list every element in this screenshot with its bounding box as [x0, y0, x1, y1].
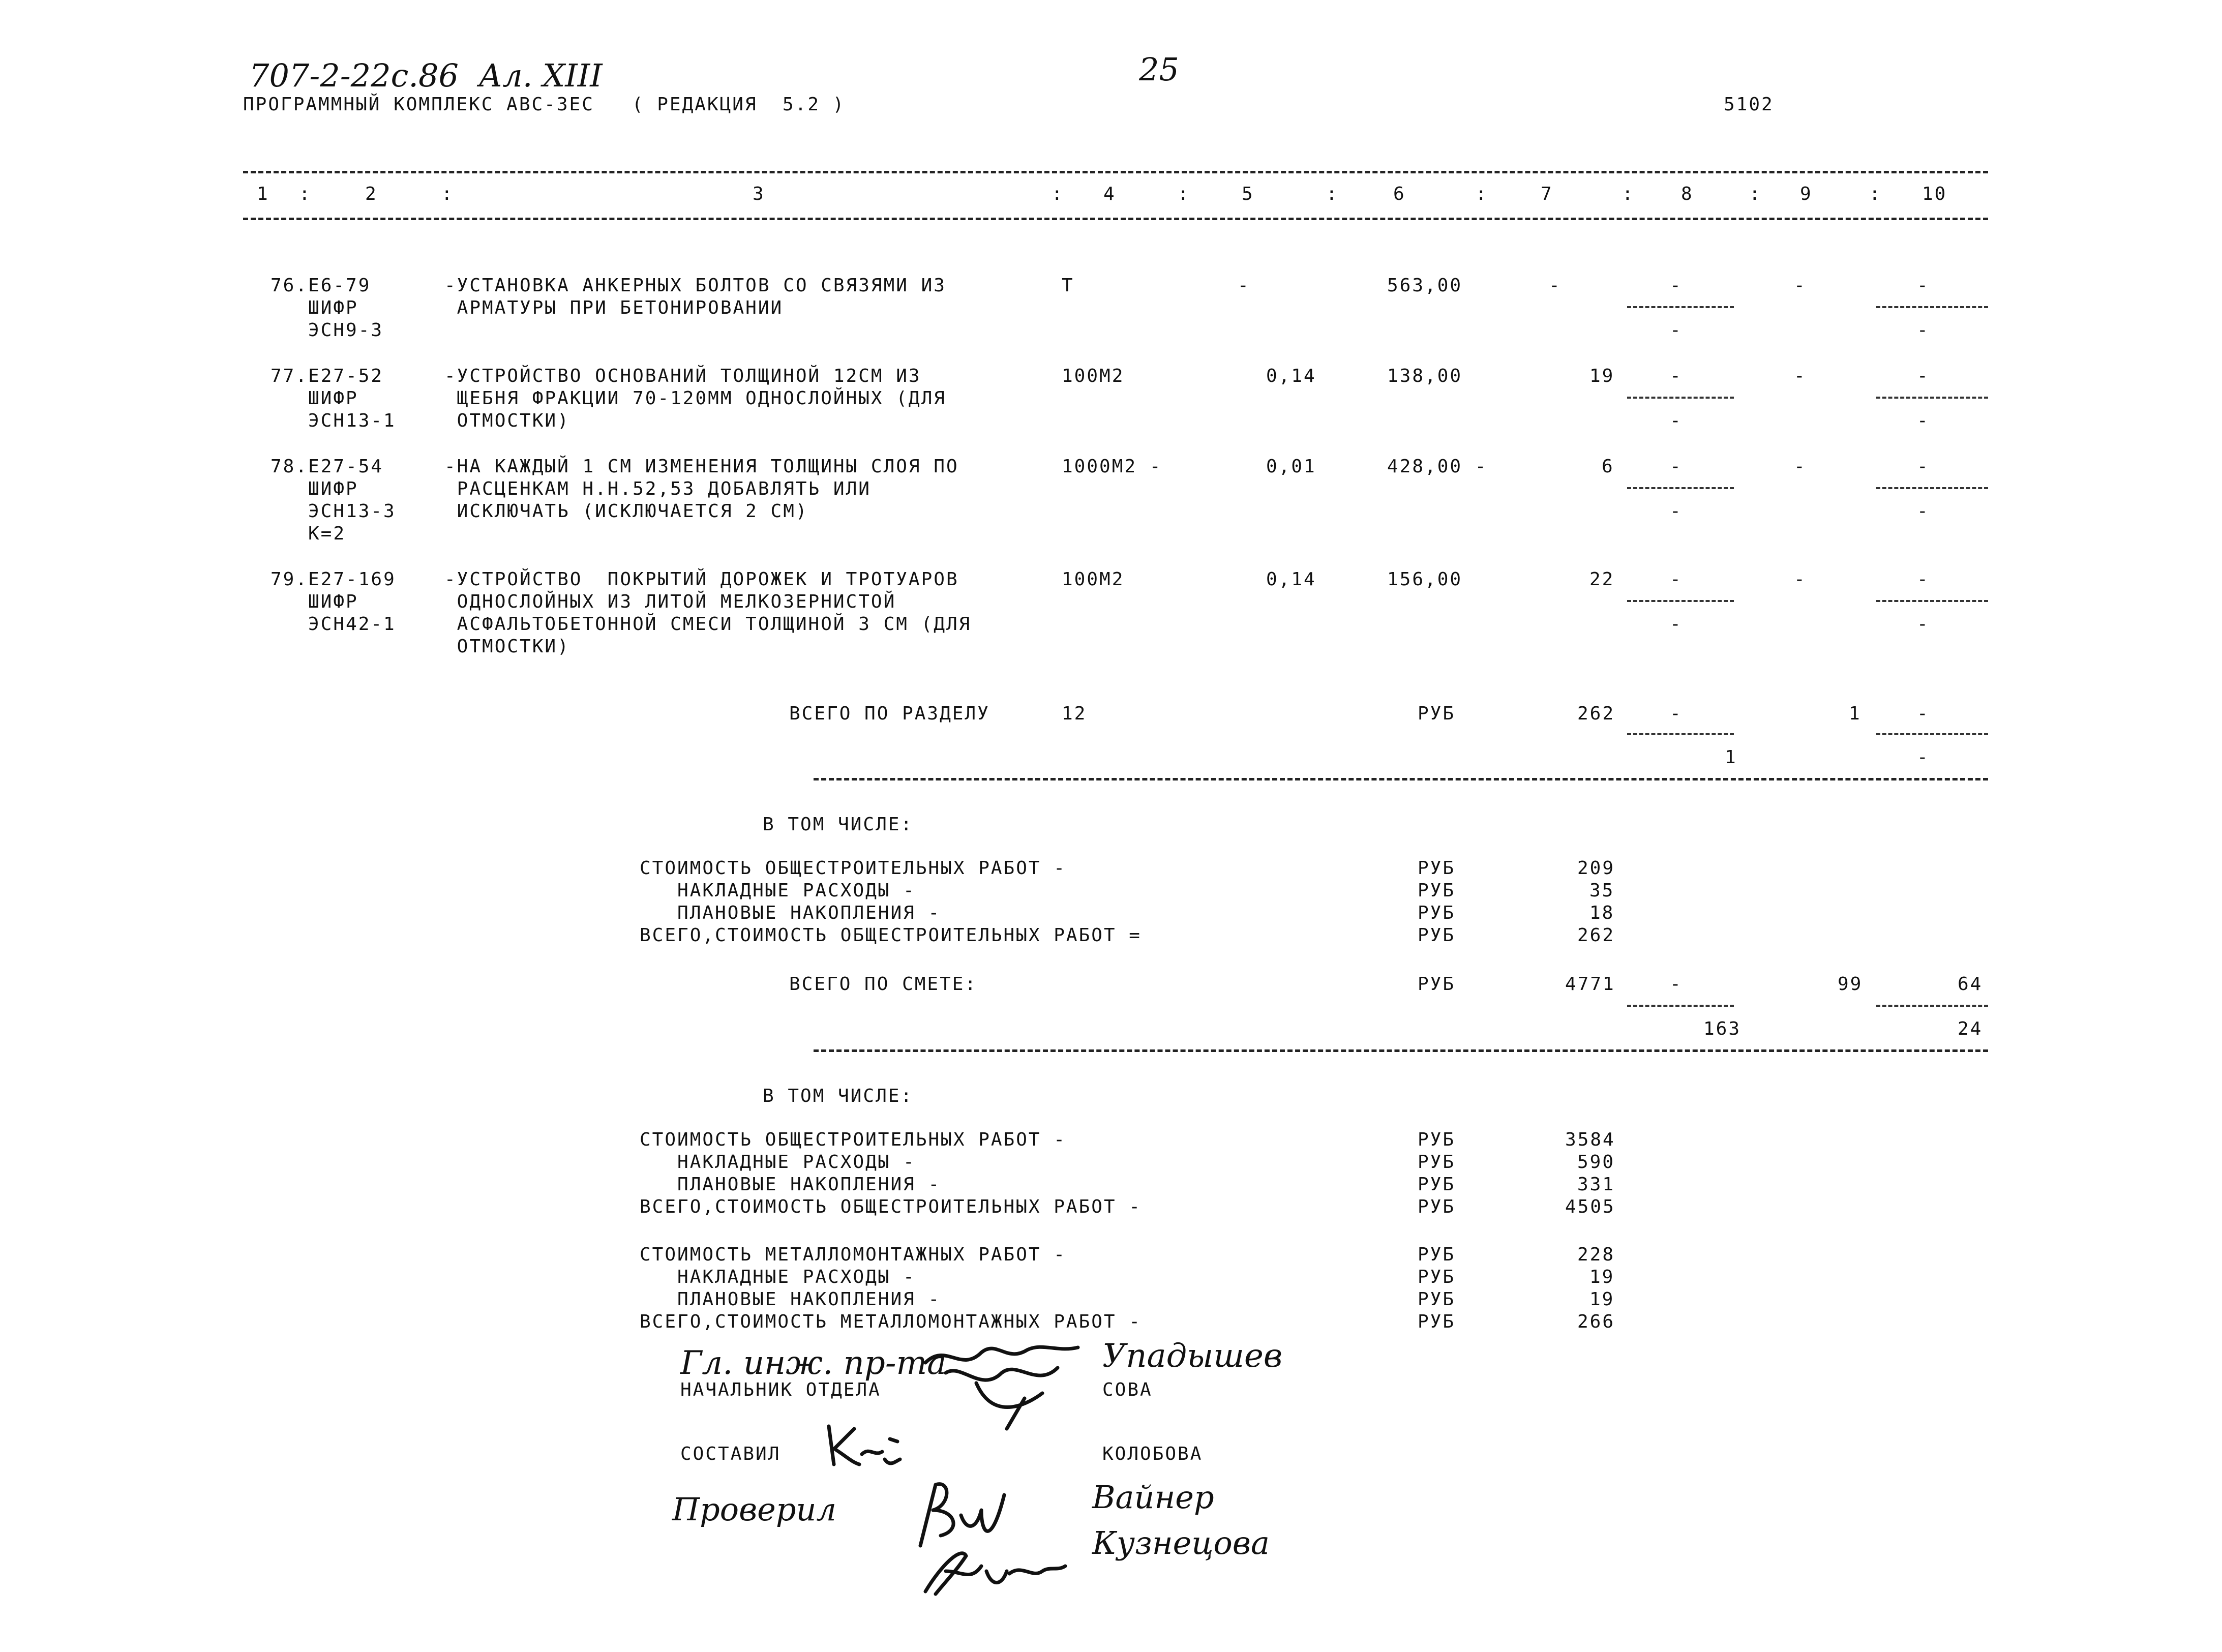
header-top-rule	[243, 171, 1988, 173]
row-description: -НА КАЖДЫЙ 1 СМ ИЗМЕНЕНИЯ ТОЛЩИНЫ СЛОЯ ПО	[444, 456, 959, 477]
row-description: -УСТРОЙСТВО ОСНОВАНИЙ ТОЛЩИНОЙ 12СМ ИЗ	[444, 366, 921, 386]
estimate-total-col8: -	[1670, 974, 1683, 995]
row-code: ЭСН13-1	[308, 410, 396, 431]
row-col8-lower: -	[1670, 410, 1683, 431]
estimate-total-col10: 64	[1958, 974, 1983, 995]
breakdown-currency: РУБ	[1418, 1152, 1456, 1173]
breakdown-value: 228	[1577, 1244, 1615, 1265]
row-description: ЩЕБНЯ ФРАКЦИИ 70-120ММ ОДНОСЛОЙНЫХ (ДЛЯ	[444, 388, 946, 409]
row-description: АРМАТУРЫ ПРИ БЕТОНИРОВАНИИ	[444, 297, 784, 318]
checked-name-2: Кузнецова	[1092, 1524, 1270, 1561]
breakdown-value: 19	[1589, 1267, 1615, 1287]
section-total-col10: -	[1917, 703, 1930, 724]
page-number: 25	[1139, 51, 1179, 88]
row-position: 76.Е6-79	[271, 275, 371, 296]
row-code: ШИФР	[308, 388, 358, 409]
row-col10-lower: -	[1917, 614, 1930, 635]
col-sep: :	[299, 184, 312, 204]
row-col8-lower: -	[1670, 320, 1683, 341]
breakdown-label: СТОИМОСТЬ ОБЩЕСТРОИТЕЛЬНЫХ РАБОТ -	[640, 1129, 1066, 1150]
col-sep: :	[1326, 184, 1339, 204]
row-description: -УСТАНОВКА АНКЕРНЫХ БОЛТОВ СО СВЯЗЯМИ ИЗ	[444, 275, 946, 296]
section-total-col10-rule	[1876, 733, 1988, 735]
chief-engineer-label: Гл. инж. пр-та	[680, 1344, 947, 1382]
row-unit-price: 138,00	[1387, 366, 1463, 386]
row-col10-rule	[1876, 397, 1988, 399]
breakdown-currency: РУБ	[1418, 903, 1456, 923]
row-col9: -	[1794, 569, 1807, 590]
row-col7: 19	[1589, 366, 1615, 386]
breakdown-currency: РУБ	[1418, 1174, 1456, 1195]
section-total-rule	[814, 778, 1988, 780]
col-4: 4	[1103, 184, 1116, 204]
breakdown-label: ВСЕГО,СТОИМОСТЬ МЕТАЛЛОМОНТАЖНЫХ РАБОТ -	[640, 1311, 1142, 1332]
row-unit-price: 156,00	[1387, 569, 1463, 590]
row-col8: -	[1670, 569, 1683, 590]
breakdown-currency: РУБ	[1418, 1311, 1456, 1332]
col-sep: :	[1622, 184, 1635, 204]
row-col10-lower: -	[1917, 501, 1930, 522]
section-total-unit-value: 12	[1062, 703, 1087, 724]
row-description: АСФАЛЬТОБЕТОННОЙ СМЕСИ ТОЛЩИНОЙ 3 СМ (ДЛЯ	[444, 614, 972, 635]
dept-head-label: НАЧАЛЬНИК ОТДЕЛА	[680, 1379, 881, 1400]
row-position: 78.Е27-54	[271, 456, 384, 477]
row-description: ОТМОСТКИ)	[444, 410, 570, 431]
row-description: ИСКЛЮЧАТЬ (ИСКЛЮЧАЕТСЯ 2 СМ)	[444, 501, 808, 522]
col-3: 3	[753, 184, 765, 204]
col-5: 5	[1242, 184, 1254, 204]
breakdown-currency: РУБ	[1418, 1289, 1456, 1310]
breakdown-value: 19	[1589, 1289, 1615, 1310]
row-col8-rule	[1627, 306, 1734, 308]
breakdown-label: ПЛАНОВЫЕ НАКОПЛЕНИЯ -	[640, 903, 941, 923]
row-col10: -	[1917, 456, 1930, 477]
compiled-label: СОСТАВИЛ	[680, 1444, 781, 1464]
breakdown-label: НАКЛАДНЫЕ РАСХОДЫ -	[640, 1152, 916, 1173]
col-sep: :	[1749, 184, 1762, 204]
estimate-total-col7: 4771	[1565, 974, 1615, 995]
breakdown-label: ПЛАНОВЫЕ НАКОПЛЕНИЯ -	[640, 1174, 941, 1195]
row-col10: -	[1917, 569, 1930, 590]
row-col7: 22	[1589, 569, 1615, 590]
row-code: ЭСН13-3	[308, 501, 396, 522]
compiled-name: КОЛОБОВА	[1102, 1444, 1203, 1464]
breakdown-currency: РУБ	[1418, 1244, 1456, 1265]
row-col8: -	[1670, 456, 1683, 477]
breakdown-currency: РУБ	[1418, 1129, 1456, 1150]
col-6: 6	[1393, 184, 1406, 204]
breakdown-value: 35	[1589, 880, 1615, 901]
section-total-col9: 1	[1849, 703, 1861, 724]
row-col10-rule	[1876, 487, 1988, 489]
row-position: 77.Е27-52	[271, 366, 384, 386]
row-col8: -	[1670, 366, 1683, 386]
section-total-col8-lower: 1	[1725, 747, 1737, 768]
breakdown-value: 209	[1577, 858, 1615, 879]
row-col10-rule	[1876, 306, 1988, 308]
col-sep: :	[1476, 184, 1488, 204]
col-2: 2	[365, 184, 378, 204]
checked-label: Проверил	[672, 1491, 836, 1528]
estimate-total-col8-lower: 163	[1703, 1018, 1741, 1039]
breakdown-value: 331	[1577, 1174, 1615, 1195]
col-7: 7	[1541, 184, 1553, 204]
col-sep: :	[1869, 184, 1882, 204]
breakdown-value: 590	[1577, 1152, 1615, 1173]
row-code: ЭСН42-1	[308, 614, 396, 635]
breakdown-label: НАКЛАДНЫЕ РАСХОДЫ -	[640, 1267, 916, 1287]
breakdown-value: 266	[1577, 1311, 1615, 1332]
col-1: 1	[257, 184, 269, 204]
row-col9: -	[1794, 456, 1807, 477]
row-quantity: 0,14	[1266, 569, 1316, 590]
row-description: -УСТРОЙСТВО ПОКРЫТИЙ ДОРОЖЕК И ТРОТУАРОВ	[444, 569, 959, 590]
chief-engineer-name: Упадышев	[1102, 1337, 1283, 1375]
section-total-col8-rule	[1627, 733, 1734, 735]
breakdown-currency: РУБ	[1418, 925, 1456, 946]
estimate-total-label: ВСЕГО ПО СМЕТЕ:	[789, 974, 978, 995]
row-unit-price: 428,00 -	[1387, 456, 1488, 477]
dept-head-name: СОВА	[1102, 1379, 1153, 1400]
row-col8-rule	[1627, 397, 1734, 399]
row-quantity: 0,01	[1266, 456, 1316, 477]
handwritten-doc-code: 707-2-22с.86 Ал. XIII	[249, 57, 603, 94]
row-col9: -	[1794, 275, 1807, 296]
header-bottom-rule	[243, 218, 1988, 220]
col-9: 9	[1800, 184, 1813, 204]
row-description: ОТМОСТКИ)	[444, 636, 570, 657]
breakdown-currency: РУБ	[1418, 858, 1456, 879]
row-col8-lower: -	[1670, 614, 1683, 635]
row-col8-lower: -	[1670, 501, 1683, 522]
row-unit: 1000М2 -	[1062, 456, 1162, 477]
row-col10-rule	[1876, 600, 1988, 602]
doc-code: 5102	[1724, 94, 1774, 115]
row-description: РАСЦЕНКАМ Н.Н.52,53 ДОБАВЛЯТЬ ИЛИ	[444, 478, 871, 499]
chief-engineer-signature	[915, 1332, 1088, 1434]
breakdown-label: СТОИМОСТЬ ОБЩЕСТРОИТЕЛЬНЫХ РАБОТ -	[640, 858, 1066, 879]
estimate-total-col10-rule	[1876, 1005, 1988, 1007]
checked-name-1: Вайнер	[1092, 1479, 1214, 1516]
section-total-currency: РУБ	[1418, 703, 1456, 724]
col-sep: :	[441, 184, 454, 204]
program-title: ПРОГРАММНЫЙ КОМПЛЕКС АВС-3ЕС ( РЕДАКЦИЯ 5.2 )	[243, 94, 846, 115]
estimate-total-col9: 99	[1838, 974, 1863, 995]
section-total-col10-lower: -	[1917, 747, 1930, 768]
row-code: ЭСН9-3	[308, 320, 384, 341]
row-unit: 100М2	[1062, 366, 1125, 386]
breakdown-currency: РУБ	[1418, 1267, 1456, 1287]
col-sep: :	[1052, 184, 1064, 204]
breakdown-value: 262	[1577, 925, 1615, 946]
row-col9: -	[1794, 366, 1807, 386]
col-sep: :	[1178, 184, 1190, 204]
row-code: К=2	[308, 523, 346, 544]
row-col8-rule	[1627, 487, 1734, 489]
breakdown-currency: РУБ	[1418, 880, 1456, 901]
section-total-label: ВСЕГО ПО РАЗДЕЛУ	[789, 703, 990, 724]
compiled-signature	[819, 1419, 905, 1475]
estimate-total-col10-lower: 24	[1958, 1018, 1983, 1039]
row-col10-lower: -	[1917, 410, 1930, 431]
section-total-col8: -	[1670, 703, 1683, 724]
breakdown-value: 18	[1589, 903, 1615, 923]
row-unit: 100М2	[1062, 569, 1125, 590]
row-code: ШИФР	[308, 478, 358, 499]
breakdown-value: 4505	[1565, 1196, 1615, 1217]
row-col8: -	[1670, 275, 1683, 296]
section-total-col7: 262	[1577, 703, 1615, 724]
row-quantity: 0,14	[1266, 366, 1316, 386]
col-8: 8	[1681, 184, 1694, 204]
breakdown-title: В ТОМ ЧИСЛЕ:	[763, 1086, 914, 1106]
row-unit: Т	[1062, 275, 1074, 296]
row-col7: 6	[1602, 456, 1614, 477]
breakdown-currency: РУБ	[1418, 1196, 1456, 1217]
row-col7: -	[1549, 275, 1562, 296]
col-10: 10	[1922, 184, 1947, 204]
breakdown-label: СТОИМОСТЬ МЕТАЛЛОМОНТАЖНЫХ РАБОТ -	[640, 1244, 1066, 1265]
breakdown-value: 3584	[1565, 1129, 1615, 1150]
breakdown-title: В ТОМ ЧИСЛЕ:	[763, 814, 914, 835]
estimate-total-currency: РУБ	[1418, 974, 1456, 995]
breakdown-label: НАКЛАДНЫЕ РАСХОДЫ -	[640, 880, 916, 901]
row-quantity: -	[1238, 275, 1250, 296]
row-col8-rule	[1627, 600, 1734, 602]
row-description: ОДНОСЛОЙНЫХ ИЗ ЛИТОЙ МЕЛКОЗЕРНИСТОЙ	[444, 591, 896, 612]
checked-signature-2	[915, 1536, 1068, 1602]
row-code: ШИФР	[308, 591, 358, 612]
row-position: 79.Е27-169	[271, 569, 396, 590]
row-code: ШИФР	[308, 297, 358, 318]
estimate-total-col8-rule	[1627, 1005, 1734, 1007]
row-col10-lower: -	[1917, 320, 1930, 341]
row-unit-price: 563,00	[1387, 275, 1463, 296]
breakdown-label: ПЛАНОВЫЕ НАКОПЛЕНИЯ -	[640, 1289, 941, 1310]
breakdown-label: ВСЕГО,СТОИМОСТЬ ОБЩЕСТРОИТЕЛЬНЫХ РАБОТ -	[640, 1196, 1142, 1217]
row-col10: -	[1917, 366, 1930, 386]
row-col10: -	[1917, 275, 1930, 296]
breakdown-label: ВСЕГО,СТОИМОСТЬ ОБЩЕСТРОИТЕЛЬНЫХ РАБОТ =	[640, 925, 1142, 946]
estimate-total-rule	[814, 1049, 1988, 1052]
